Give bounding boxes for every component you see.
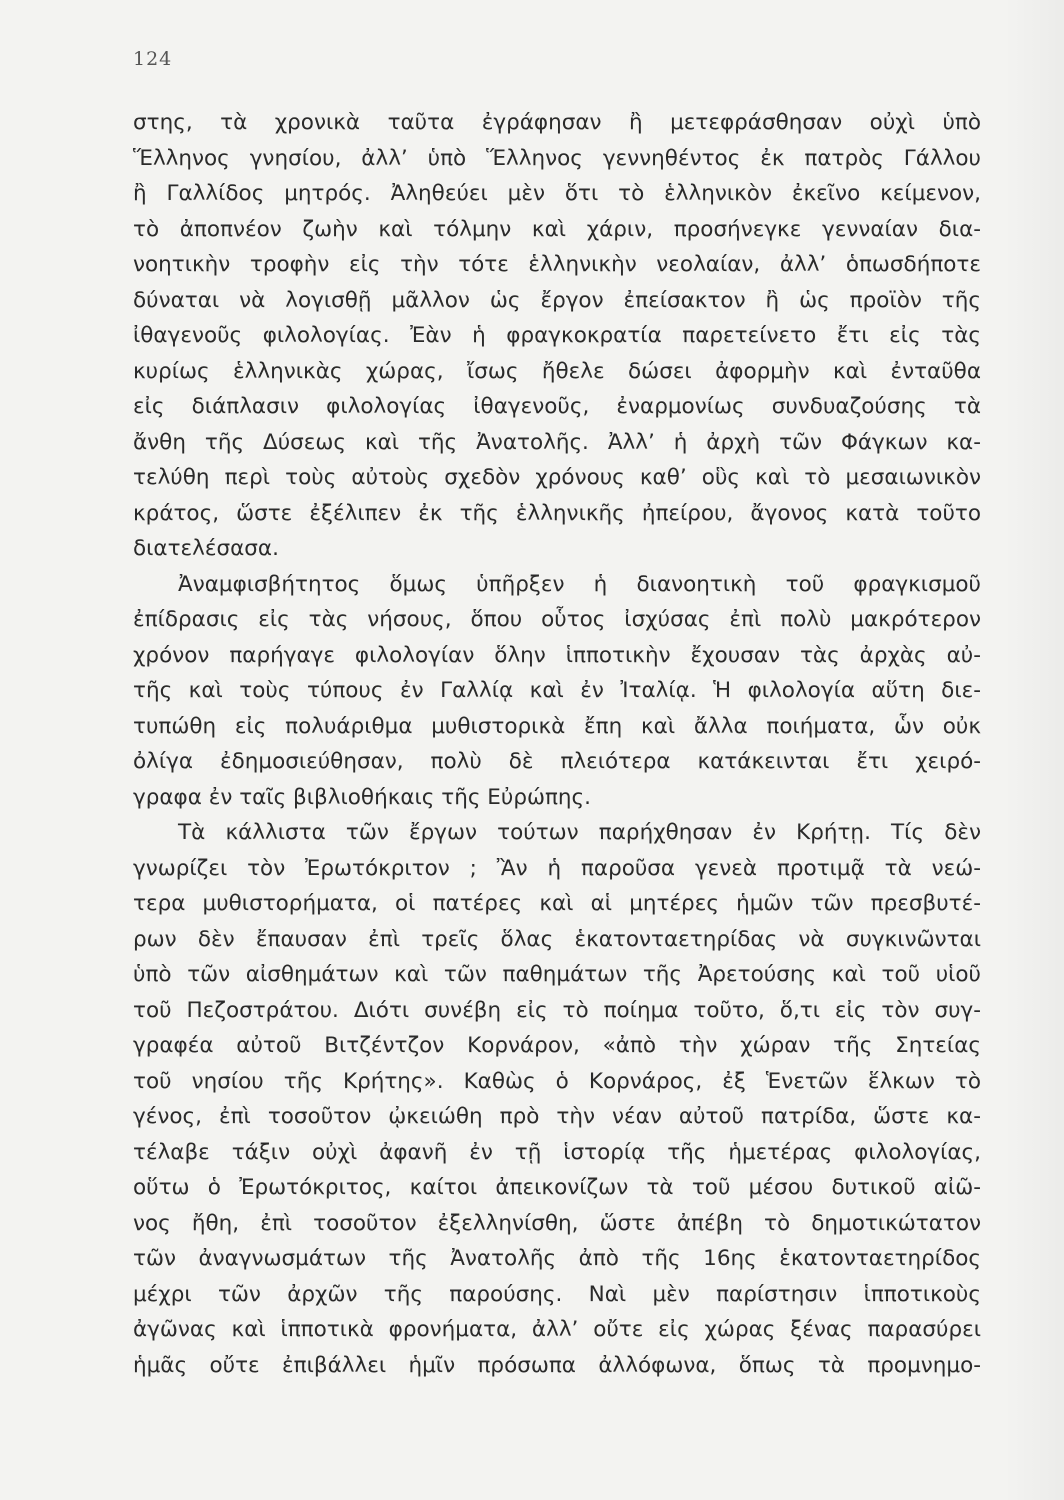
scan-edge-shading bbox=[1004, 0, 1064, 1500]
text-line: ρων δὲν ἔπαυσαν ἐπὶ τρεῖς ὅλας ἑκατονταετηρίδας νὰ συγκινῶνται bbox=[133, 926, 981, 952]
text-line: μέχρι τῶν ἀρχῶν τῆς παρούσης. Ναὶ μὲν παρίστησιν ἱπποτικοὺς bbox=[133, 1281, 981, 1307]
text-line: ἐπίδρασις εἰς τὰς νήσους, ὅπου οὗτος ἰσχύσας ἐπὶ πολὺ μακρότερον bbox=[133, 607, 981, 632]
text-line: ἰθαγενοῦς φιλολογίας. Ἐὰν ἡ φραγκοκρατία παρετείνετο ἔτι εἰς τὰς bbox=[133, 323, 981, 348]
paragraph-first-line: Ἀναμφισβήτητος ὅμως ὑπῆρξεν ἡ διανοητικὴ τοῦ φραγκισμοῦ bbox=[178, 571, 981, 597]
text-line: κράτος, ὥστε ἐξέλιπεν ἐκ τῆς ἑλληνικῆς ἠπείρου, ἄγονος κατὰ τοῦτο bbox=[133, 500, 981, 526]
text-line: Ἕλληνος γνησίου, ἀλλ’ ὑπὸ Ἕλληνος γεννηθέντος ἐκ πατρὸς Γάλλου bbox=[133, 145, 981, 171]
text-line: χρόνον παρήγαγε φιλολογίαν ὅλην ἱπποτικὴν ἔχουσαν τὰς ἀρχὰς αὐ- bbox=[133, 642, 981, 668]
paragraph-last-line: διατελέσασα. bbox=[133, 536, 279, 561]
text-line: τελύθη περὶ τοὺς αὐτοὺς σχεδὸν χρόνους καθ’ οὓς καὶ τὸ μεσαιωνικὸν bbox=[133, 465, 981, 490]
text-line: γραφέα αὐτοῦ Βιτζέντζον Κορνάρον, «ἀπὸ τὴν χώραν τῆς Σητείας bbox=[133, 1033, 981, 1058]
paragraph-last-line: γραφα ἐν ταῖς βιβλιοθήκαις τῆς Εὐρώπης. bbox=[133, 784, 591, 810]
text-line: δύναται νὰ λογισθῇ μᾶλλον ὡς ἔργον ἐπείσακτον ἢ ὡς προϊὸν τῆς bbox=[133, 287, 981, 313]
text-line: οὕτω ὁ Ἐρωτόκριτος, καίτοι ἀπεικονίζων τὰ τοῦ μέσου δυτικοῦ αἰῶ- bbox=[133, 1175, 981, 1200]
text-line: τέλαβε τάξιν οὐχὶ ἀφανῆ ἐν τῇ ἱστορίᾳ τῆς ἡμετέρας φιλολογίας, bbox=[133, 1139, 981, 1165]
body-text bbox=[133, 105, 981, 1383]
text-line: τῶν ἀναγνωσμάτων τῆς Ἀνατολῆς ἀπὸ τῆς 16ης ἑκατονταετηρίδος bbox=[133, 1246, 981, 1271]
text-line: τυπώθη εἰς πολυάριθμα μυθιστορικὰ ἔπη καὶ ἄλλα ποιήματα, ὧν οὐκ bbox=[133, 713, 981, 739]
text-line: τὸ ἀποπνέον ζωὴν καὶ τόλμην καὶ χάριν, προσήνεγκε γενναίαν δια- bbox=[133, 216, 981, 242]
text-line: ὑπὸ τῶν αἰσθημάτων καὶ τῶν παθημάτων τῆς Ἀρετούσης καὶ τοῦ υἱοῦ bbox=[133, 962, 981, 987]
text-line: στης, τὰ χρονικὰ ταῦτα ἐγράφησαν ἢ μετεφράσθησαν οὐχὶ ὑπὸ bbox=[133, 110, 981, 135]
text-line: ἢ Γαλλίδος μητρός. Ἀληθεύει μὲν ὅτι τὸ ἑλληνικὸν ἐκεῖνο κείμενον, bbox=[133, 181, 981, 206]
text-line: τοῦ Πεζοστράτου. Διότι συνέβη εἰς τὸ ποίημα τοῦτο, ὅ,τι εἰς τὸν συγ- bbox=[133, 997, 981, 1023]
text-line: νος ἤθη, ἐπὶ τοσοῦτον ἐξελληνίσθη, ὥστε ἀπέβη τὸ δημοτικώτατον bbox=[133, 1210, 981, 1236]
text-line: τοῦ νησίου τῆς Κρήτης». Καθὼς ὁ Κορνάρος, ἐξ Ἑνετῶν ἕλκων τὸ bbox=[133, 1068, 981, 1094]
text-line: κυρίως ἑλληνικὰς χώρας, ἴσως ἤθελε δώσει ἀφορμὴν καὶ ἐνταῦθα bbox=[133, 358, 981, 384]
text-line: τῆς καὶ τοὺς τύπους ἐν Γαλλίᾳ καὶ ἐν Ἰταλίᾳ. Ἡ φιλολογία αὕτη διε- bbox=[133, 678, 981, 703]
text-line: ἡμᾶς οὔτε ἐπιβάλλει ἡμῖν πρόσωπα ἀλλόφωνα, ὅπως τὰ προμνημο- bbox=[133, 1352, 981, 1378]
text-line: ἄνθη τῆς Δύσεως καὶ τῆς Ἀνατολῆς. Ἀλλ’ ἡ ἀρχὴ τῶν Φάγκων κα- bbox=[133, 429, 981, 455]
page-number: 124 bbox=[133, 48, 173, 70]
paragraph-first-line: Τὰ κάλλιστα τῶν ἔργων τούτων παρήχθησαν ἐν Κρήτῃ. Τίς δὲν bbox=[178, 820, 981, 845]
text-line: εἰς διάπλασιν φιλολογίας ἰθαγενοῦς, ἐναρμονίως συνδυαζούσης τὰ bbox=[133, 394, 981, 419]
text-line: γένος, ἐπὶ τοσοῦτον ᾠκειώθη πρὸ τὴν νέαν αὐτοῦ πατρίδα, ὥστε κα- bbox=[133, 1104, 981, 1129]
text-line: νοητικὴν τροφὴν εἰς τὴν τότε ἑλληνικὴν νεολαίαν, ἀλλ’ ὁπωσδήποτε bbox=[133, 252, 981, 277]
text-line: ὀλίγα ἐδημοσιεύθησαν, πολὺ δὲ πλειότερα κατάκεινται ἔτι χειρό- bbox=[133, 749, 981, 774]
text-line: γνωρίζει τὸν Ἐρωτόκριτον ; Ἂν ἡ παροῦσα γενεὰ προτιμᾷ τὰ νεώ- bbox=[133, 855, 981, 881]
text-line: ἀγῶνας καὶ ἱπποτικὰ φρονήματα, ἀλλ’ οὔτε εἰς χώρας ξένας παρασύρει bbox=[133, 1317, 981, 1342]
text-line: τερα μυθιστορήματα, οἱ πατέρες καὶ αἱ μητέρες ἡμῶν τῶν πρεσβυτέ- bbox=[133, 891, 981, 916]
